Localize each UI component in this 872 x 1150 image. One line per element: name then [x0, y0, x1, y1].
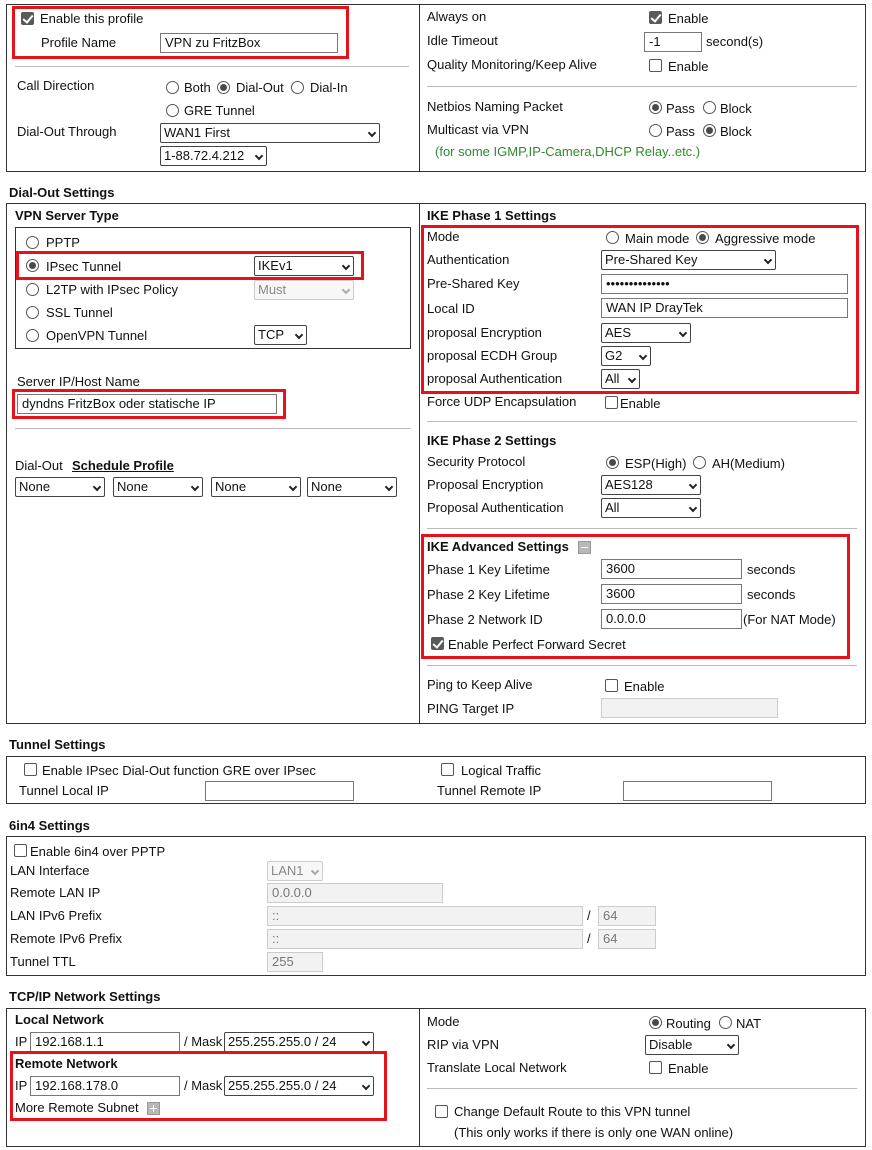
- rip-via-vpn-select[interactable]: [645, 1035, 739, 1055]
- local-mask-select[interactable]: [224, 1032, 374, 1052]
- remote-network-title: Remote Network: [15, 1056, 118, 1071]
- openvpn-protocol-select[interactable]: [254, 325, 307, 345]
- chevron-down-icon: [689, 504, 697, 512]
- lan-ipv6-prefix-label: LAN IPv6 Prefix: [10, 908, 102, 923]
- mode-routing-radio[interactable]: [649, 1016, 662, 1029]
- call-direction-dialin-label: Dial-In: [310, 80, 348, 95]
- call-direction-gre-label: GRE Tunnel: [184, 103, 255, 118]
- call-direction-both-radio[interactable]: [166, 81, 179, 94]
- netbios-pass-radio[interactable]: [649, 101, 662, 114]
- ike-phase2-title: IKE Phase 2 Settings: [427, 433, 557, 448]
- chevron-down-icon: [191, 483, 199, 491]
- local-mask-value: 255.255.255.0 / 24: [228, 1034, 337, 1049]
- tunnel-ttl-label: Tunnel TTL: [10, 954, 76, 969]
- netbios-block-radio[interactable]: [703, 101, 716, 114]
- call-direction-dialout-label: Dial-Out: [236, 80, 284, 95]
- dial-out-through-label: Dial-Out Through: [17, 124, 117, 139]
- multicast-note: (for some IGMP,IP-Camera,DHCP Relay..etc.): [435, 144, 701, 159]
- ike1-auth-label: Authentication: [427, 252, 510, 267]
- ike2-esp-radio[interactable]: [606, 456, 619, 469]
- mode-routing-label: Routing: [666, 1016, 711, 1031]
- type-l2tp-radio[interactable]: [26, 283, 39, 296]
- lan-ipv6-prefix-slash: /: [587, 908, 591, 923]
- type-pptp-radio[interactable]: [26, 236, 39, 249]
- ike1-mode-label: Mode: [427, 229, 460, 244]
- translate-local-network-enable-label: Enable: [668, 1061, 709, 1076]
- ping-target-label: PING Target IP: [427, 701, 515, 716]
- ike2-auth-select[interactable]: [601, 498, 701, 518]
- chevron-down-icon: [689, 481, 697, 489]
- netbios-label: Netbios Naming Packet: [427, 99, 563, 114]
- ike1-pauth-value: All: [605, 371, 620, 386]
- profile-panel-divider: [419, 4, 420, 172]
- remote-lan-ip-input[interactable]: 0.0.0.0: [267, 883, 443, 903]
- chevron-down-icon: [311, 867, 319, 875]
- default-route-note: (This only works if there is only one WAN online): [454, 1125, 734, 1140]
- chevron-down-icon: [727, 1041, 735, 1049]
- idle-timeout-input[interactable]: -1: [644, 32, 702, 52]
- p2-network-id-label: Phase 2 Network ID: [427, 612, 543, 627]
- type-l2tp-label: L2TP with IPsec Policy: [46, 282, 178, 297]
- highlight-ipsec: [16, 251, 364, 280]
- idle-timeout-label: Idle Timeout: [427, 33, 498, 48]
- default-route-label: Change Default Route to this VPN tunnel: [454, 1104, 691, 1119]
- divider: [427, 86, 857, 87]
- ike1-psk-label: Pre-Shared Key: [427, 276, 520, 291]
- p2-network-id-input[interactable]: 0.0.0.0: [601, 609, 742, 629]
- schedule-value-2: None: [117, 479, 149, 494]
- ike1-enc-label: proposal Encryption: [427, 325, 542, 340]
- sixin4-enable-label: Enable 6in4 over PPTP: [30, 844, 166, 859]
- dial-out-panel-divider: [419, 203, 420, 724]
- lan-interface-value: LAN1: [271, 863, 304, 878]
- p2-network-id-note: (For NAT Mode): [743, 612, 836, 627]
- mode-nat-radio[interactable]: [719, 1016, 732, 1029]
- sixin4-settings-title: 6in4 Settings: [9, 818, 90, 833]
- dial-out-ip-value: 1-88.72.4.212: [164, 148, 245, 163]
- ike-advanced-title: IKE Advanced Settings: [427, 539, 569, 554]
- ike1-enc-value: AES: [605, 325, 632, 340]
- highlight-profile: [12, 6, 349, 59]
- p1-lifetime-unit: seconds: [747, 562, 796, 577]
- tunnel-remote-ip-input[interactable]: [623, 781, 772, 801]
- ike1-ecdh-value: G2: [605, 348, 623, 363]
- divider: [15, 428, 411, 429]
- profile-name-label: Profile Name: [41, 35, 117, 50]
- chevron-down-icon: [93, 483, 101, 491]
- netbios-block-label: Block: [720, 101, 752, 116]
- type-ssl-radio[interactable]: [26, 306, 39, 319]
- schedule-select-2[interactable]: [113, 477, 203, 497]
- rip-via-vpn-value: Disable: [649, 1037, 693, 1052]
- ike1-main-mode-label: Main mode: [625, 231, 690, 246]
- multicast-label: Multicast via VPN: [427, 122, 529, 137]
- ike1-psk-input[interactable]: ••••••••••••••: [601, 274, 848, 294]
- chevron-down-icon: [289, 483, 297, 491]
- p1-lifetime-input[interactable]: 3600: [601, 559, 742, 579]
- call-direction-dialin-radio[interactable]: [291, 81, 304, 94]
- schedule-value-3: None: [215, 479, 247, 494]
- lan-interface-label: LAN Interface: [10, 863, 90, 878]
- lan-interface-select[interactable]: [267, 861, 323, 881]
- server-host-label: Server IP/Host Name: [17, 374, 140, 389]
- p2-lifetime-label: Phase 2 Key Lifetime: [427, 587, 550, 602]
- gre-label: Enable IPsec Dial-Out function GRE over IPsec: [42, 763, 316, 778]
- type-openvpn-radio[interactable]: [26, 329, 39, 342]
- multicast-block-label: Block: [720, 124, 752, 139]
- ike2-ah-radio[interactable]: [693, 456, 706, 469]
- ike2-auth-value: All: [605, 500, 620, 515]
- divider: [427, 528, 857, 529]
- schedule-value-4: None: [311, 479, 343, 494]
- type-pptp-label: PPTP: [46, 235, 80, 250]
- divider: [427, 1088, 857, 1089]
- schedule-prefix-label: Dial-Out: [15, 458, 63, 473]
- divider: [427, 665, 857, 666]
- idle-timeout-unit: second(s): [706, 34, 764, 49]
- remote-ipv6-prefix-length-input[interactable]: 64: [598, 929, 656, 949]
- server-host-input[interactable]: dyndns FritzBox oder statische IP: [17, 394, 277, 414]
- force-udp-enable-label: Enable: [620, 396, 661, 411]
- local-network-title: Local Network: [15, 1012, 104, 1027]
- mode-nat-label: NAT: [736, 1016, 762, 1031]
- always-on-enable-label: Enable: [668, 11, 709, 26]
- ike1-pauth-label: proposal Authentication: [427, 371, 563, 386]
- ike1-local-id-label: Local ID: [427, 301, 475, 316]
- gre-checkbox[interactable]: [24, 763, 37, 776]
- tunnel-settings-title: Tunnel Settings: [9, 737, 106, 752]
- dial-out-through-value: WAN1 First: [164, 125, 230, 140]
- force-udp-checkbox[interactable]: [605, 396, 618, 409]
- translate-local-network-label: Translate Local Network: [427, 1060, 567, 1075]
- remote-ipv6-prefix-label: Remote IPv6 Prefix: [10, 931, 122, 946]
- openvpn-protocol-value: TCP: [258, 327, 284, 342]
- quality-monitoring-label: Quality Monitoring/Keep Alive: [427, 57, 597, 72]
- logical-traffic-label: Logical Traffic: [461, 763, 541, 778]
- always-on-label: Always on: [427, 9, 487, 24]
- ike1-aggressive-mode-label: Aggressive mode: [715, 231, 816, 246]
- tcpip-panel-divider: [419, 1008, 420, 1147]
- ike1-ecdh-label: proposal ECDH Group: [427, 348, 558, 363]
- p1-lifetime-label: Phase 1 Key Lifetime: [427, 562, 550, 577]
- dial-out-ip-select[interactable]: [160, 146, 267, 166]
- chevron-down-icon: [362, 1038, 370, 1046]
- call-direction-both-label: Both: [184, 80, 211, 95]
- call-direction-gre-radio[interactable]: [166, 104, 179, 117]
- divider: [15, 66, 409, 67]
- remote-ip-label: IP: [15, 1078, 28, 1093]
- tcpip-settings-title: TCP/IP Network Settings: [9, 989, 161, 1004]
- remote-ipv6-prefix-input[interactable]: ::: [267, 929, 583, 949]
- ike2-esp-label: ESP(High): [625, 456, 687, 471]
- force-udp-label: Force UDP Encapsulation: [427, 394, 577, 409]
- chevron-down-icon: [368, 129, 376, 137]
- remote-lan-ip-label: Remote LAN IP: [10, 885, 101, 900]
- schedule-value-1: None: [19, 479, 51, 494]
- type-ipsec-label: IPsec Tunnel: [46, 259, 122, 274]
- schedule-select-1[interactable]: [15, 477, 105, 497]
- l2tp-policy-select[interactable]: [254, 280, 354, 300]
- highlight-ike-phase1: [421, 225, 859, 394]
- highlight-server-host: [12, 389, 286, 419]
- rip-via-vpn-label: RIP via VPN: [427, 1037, 500, 1052]
- chevron-down-icon: [385, 483, 393, 491]
- tcpip-mode-label: Mode: [427, 1014, 460, 1029]
- dial-out-settings-title: Dial-Out Settings: [9, 185, 115, 200]
- quality-monitoring-checkbox[interactable]: [649, 59, 662, 72]
- call-direction-dialout-radio[interactable]: [217, 81, 230, 94]
- divider: [427, 421, 857, 422]
- ping-target-input[interactable]: [601, 698, 778, 718]
- tunnel-ttl-input[interactable]: 255: [267, 952, 323, 972]
- highlight-ike-advanced: [421, 534, 850, 659]
- vpn-server-type-title: VPN Server Type: [15, 208, 119, 223]
- remote-ip-input[interactable]: 192.168.178.0: [30, 1076, 180, 1096]
- ike2-auth-label: Proposal Authentication: [427, 500, 564, 515]
- multicast-pass-radio[interactable]: [649, 124, 662, 137]
- chevron-down-icon: [255, 152, 263, 160]
- more-remote-subnet-label: More Remote Subnet: [15, 1100, 139, 1115]
- tunnel-local-ip-input[interactable]: [205, 781, 354, 801]
- lan-ipv6-prefix-input[interactable]: ::: [267, 906, 583, 926]
- multicast-block-radio[interactable]: [703, 124, 716, 137]
- logical-traffic-checkbox[interactable]: [441, 763, 454, 776]
- multicast-pass-label: Pass: [666, 124, 695, 139]
- profile-name-input[interactable]: VPN zu FritzBox: [160, 33, 338, 53]
- ipsec-version-value: IKEv1: [258, 258, 293, 273]
- local-ip-label: IP: [15, 1034, 28, 1049]
- ike1-auth-value: Pre-Shared Key: [605, 252, 698, 267]
- remote-mask-value: 255.255.255.0 / 24: [228, 1078, 337, 1093]
- l2tp-policy-value: Must: [258, 282, 287, 297]
- chevron-down-icon: [295, 331, 303, 339]
- enable-profile-label: Enable this profile: [40, 11, 144, 26]
- local-mask-label: / Mask: [184, 1034, 223, 1049]
- ping-keep-alive-checkbox[interactable]: [605, 679, 618, 692]
- ping-keep-alive-enable-label: Enable: [624, 679, 665, 694]
- always-on-checkbox[interactable]: [649, 11, 662, 24]
- remote-mask-label: / Mask: [184, 1078, 223, 1093]
- ike2-protocol-label: Security Protocol: [427, 454, 526, 469]
- type-openvpn-label: OpenVPN Tunnel: [46, 328, 148, 343]
- tunnel-local-ip-label: Tunnel Local IP: [19, 783, 109, 798]
- chevron-down-icon: [342, 286, 350, 294]
- local-ip-input[interactable]: 192.168.1.1: [30, 1032, 180, 1052]
- highlight-remote-network: [10, 1051, 387, 1121]
- tunnel-remote-ip-label: Tunnel Remote IP: [437, 783, 542, 798]
- ping-keep-alive-label: Ping to Keep Alive: [427, 677, 533, 692]
- ike-phase1-title: IKE Phase 1 Settings: [427, 208, 557, 223]
- netbios-pass-label: Pass: [666, 101, 695, 116]
- sixin4-enable-checkbox[interactable]: [14, 844, 27, 857]
- call-direction-label: Call Direction: [17, 78, 95, 93]
- ike2-enc-label: Proposal Encryption: [427, 477, 544, 492]
- default-route-checkbox[interactable]: [435, 1105, 448, 1118]
- ike2-enc-select[interactable]: [601, 475, 701, 495]
- pfs-label: Enable Perfect Forward Secret: [448, 637, 626, 652]
- lan-ipv6-prefix-length-input[interactable]: 64: [598, 906, 656, 926]
- translate-local-network-checkbox[interactable]: [649, 1061, 662, 1074]
- quality-monitoring-enable-label: Enable: [668, 59, 709, 74]
- schedule-select-4[interactable]: [307, 477, 397, 497]
- dial-out-through-select[interactable]: [160, 123, 380, 143]
- ike2-enc-value: AES128: [605, 477, 653, 492]
- p2-lifetime-unit: seconds: [747, 587, 796, 602]
- schedule-select-3[interactable]: [211, 477, 301, 497]
- p2-lifetime-input[interactable]: 3600: [601, 584, 742, 604]
- ike1-local-id-input[interactable]: WAN IP DrayTek: [601, 298, 848, 318]
- ike2-ah-label: AH(Medium): [712, 456, 785, 471]
- schedule-profile-link[interactable]: Schedule Profile: [72, 458, 174, 473]
- remote-ipv6-prefix-slash: /: [587, 931, 591, 946]
- type-ssl-label: SSL Tunnel: [46, 305, 113, 320]
